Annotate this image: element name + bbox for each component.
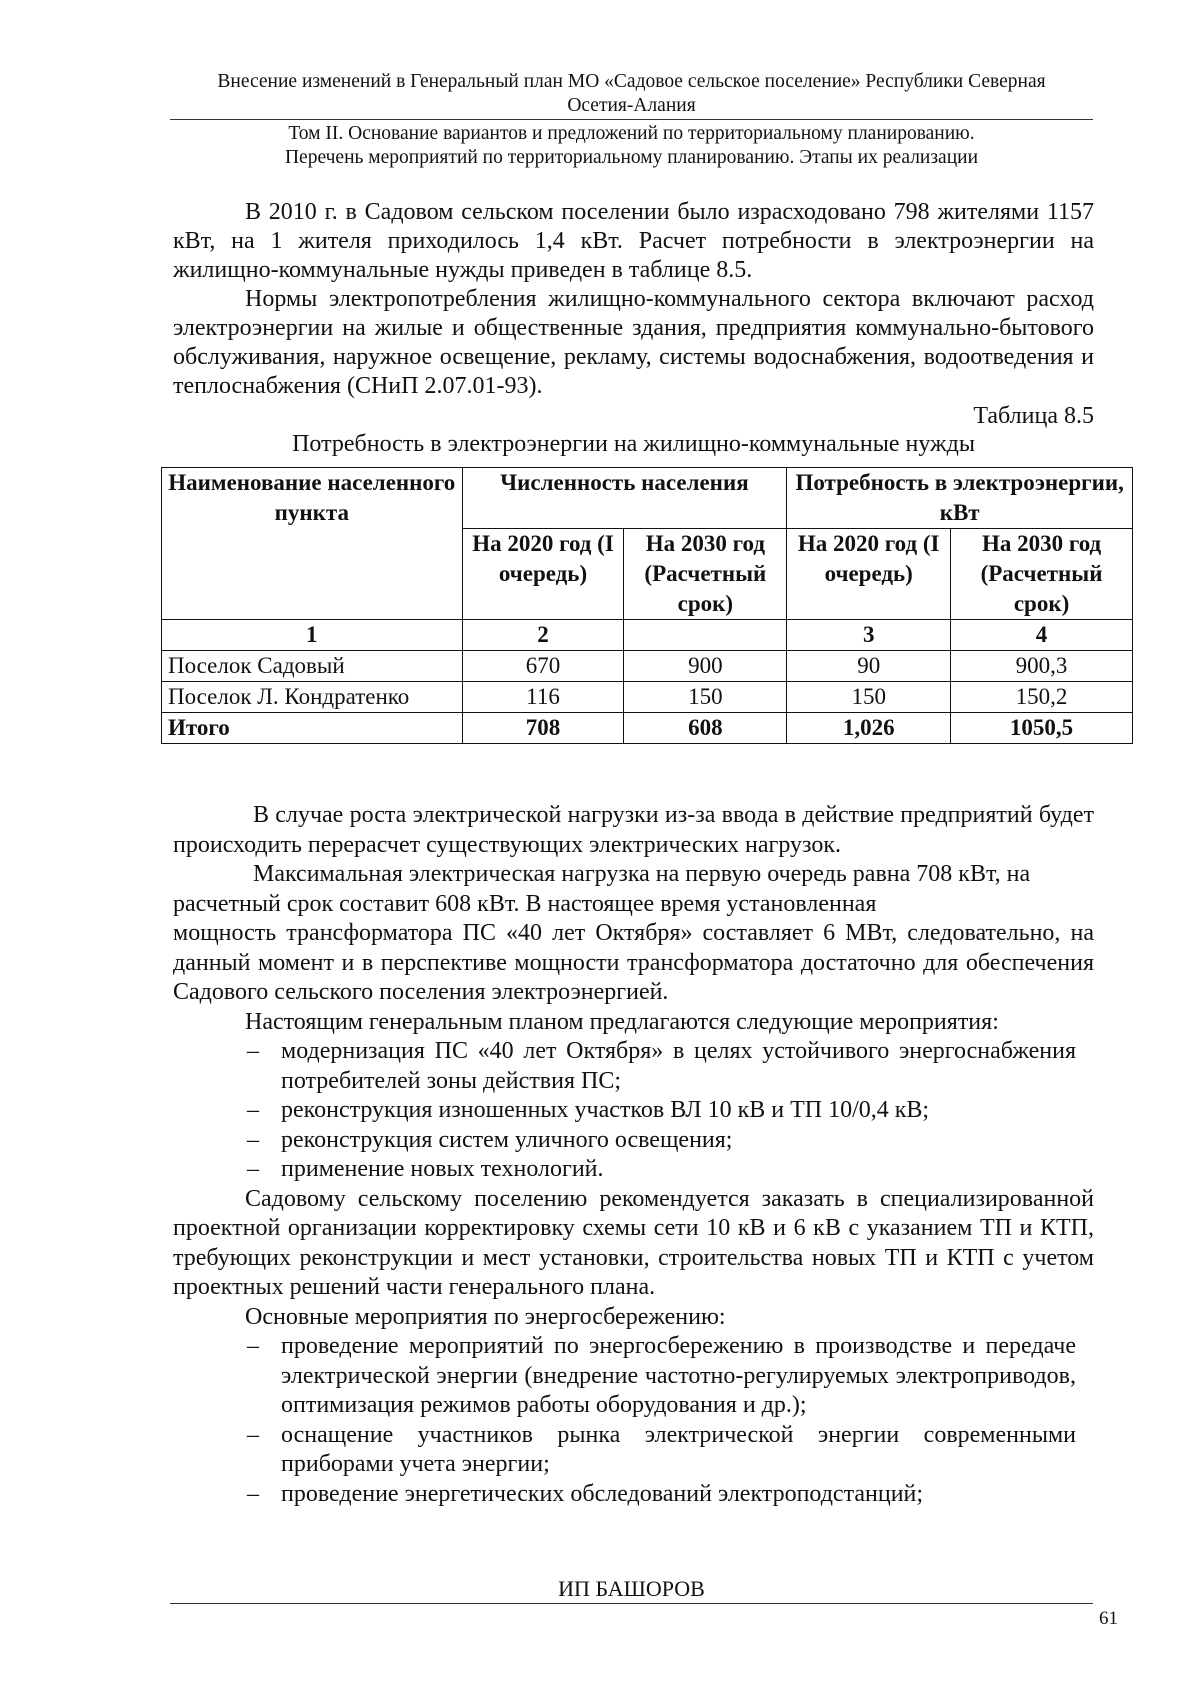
dash-bullet: –: [247, 1038, 259, 1064]
total-need-2020: 1,026: [787, 713, 951, 744]
table-header-row: [162, 468, 1133, 529]
total-label: Итого: [162, 713, 463, 744]
settlement-name: Поселок Садовый: [162, 651, 463, 682]
index-cell: [624, 620, 787, 651]
measure-text: применение новых технологий.: [281, 1156, 604, 1182]
running-header-title: [170, 70, 1093, 118]
index-cell: 4: [951, 620, 1133, 651]
col-need-2020: На 2020 год (I очередь): [787, 529, 951, 620]
header-line-1: Внесение изменений в Генеральный план МО «Садовое сельское поселение» Республики Северная: [217, 71, 1046, 92]
index-cell: 1: [162, 620, 463, 651]
header-line-3: Том II. Основание вариантов и предложений по территориальному планированию.: [288, 123, 975, 144]
index-cell: 2: [462, 620, 624, 651]
measures-text: [173, 801, 1094, 1509]
col-pop-2030: На 2030 год (Расчетный срок): [624, 529, 787, 620]
measures-list: [173, 1037, 1094, 1185]
measure-text: реконструкция систем уличного освещения;: [281, 1126, 733, 1153]
table-row: [162, 651, 1133, 682]
paragraph-measures-intro: Настоящим генеральным планом предлагаются следующие мероприятия:: [245, 1008, 999, 1035]
paragraph-norms: Нормы электропотребления жилищно-коммунального сектора включают расход электроэнергии на жилые и общественные здания, предприятия коммунально-бытового обслуживания, наружное освещение, рекламу, системы водоснабжения, водоотведения и теплоснабжения (СНиП 2.07.01-93).: [173, 286, 1094, 399]
running-header-volume: [170, 122, 1093, 170]
paragraph-load-growth: В случае роста электрической нагрузки из-за ввода в действие предприятий будет происходить перерасчет существующих электрических нагрузок.: [173, 802, 1094, 858]
population-2030: 900: [624, 651, 787, 682]
header-rule: [170, 119, 1093, 120]
table-caption: Потребность в электроэнергии на жилищно-коммунальные нужды: [292, 431, 975, 457]
dash-bullet: –: [247, 1333, 259, 1359]
paragraph-recommendation: Садовому сельскому поселению рекомендуется заказать в специализированной проектной организации корректировку схемы сети 10 кВ и 6 кВ с указанием ТП и КТП, требующих реконструкции и мест установки, строительства новых ТП и КТП с учетом проектных решений части генерального плана.: [173, 1185, 1094, 1300]
paragraph-consumption: В 2010 г. в Садовом сельском поселении было израсходовано 798 жителями 1157 кВт, на 1 жителя приходилось 1,4 кВт. Расчет потребности в электроэнергии на жилищно-коммунальные нужды приведен в таблице 8.5.: [173, 199, 1094, 283]
page-number: 61: [1099, 1608, 1118, 1629]
energy-saving-list: [173, 1332, 1094, 1509]
saving-text: проведение энергетических обследований электроподстанций;: [281, 1480, 924, 1507]
dash-bullet: –: [247, 1097, 259, 1123]
list-item: [173, 1480, 1094, 1510]
col-electricity-need: Потребность в электроэнергии, кВт: [787, 468, 1133, 529]
list-item: [173, 1037, 1094, 1096]
need-2020: 90: [787, 651, 951, 682]
list-item: [173, 1421, 1094, 1480]
need-2020: 150: [787, 682, 951, 713]
population-2030: 150: [624, 682, 787, 713]
table-total-row: [162, 713, 1133, 744]
table-index-row: [162, 620, 1133, 651]
dash-bullet: –: [247, 1126, 259, 1153]
measure-text: модернизация ПС «40 лет Октября» в целях устойчивого энергоснабжения потребителей зоны действия ПС;: [281, 1038, 1076, 1094]
total-population-2020: 708: [462, 713, 624, 744]
col-pop-2020: На 2020 год (I очередь): [462, 529, 624, 620]
table-row: [162, 682, 1133, 713]
footer-rule: [170, 1603, 1093, 1604]
intro-text: [173, 198, 1094, 456]
need-2030: 150,2: [951, 682, 1133, 713]
need-2030: 900,3: [951, 651, 1133, 682]
dash-bullet: –: [247, 1156, 259, 1182]
electricity-demand-table: [161, 467, 1133, 744]
saving-text: оснащение участников рынка электрической энергии современными приборами учета энергии;: [281, 1421, 1076, 1477]
measure-text: реконструкция изношенных участков ВЛ 10 кВ и ТП 10/0,4 кВ;: [281, 1097, 930, 1123]
list-item: [173, 1155, 1094, 1185]
header-line-2: Осетия-Алания: [567, 95, 696, 116]
settlement-name: Поселок Л. Кондратенко: [162, 682, 463, 713]
col-need-2030: На 2030 год (Расчетный срок): [951, 529, 1133, 620]
saving-text: проведение мероприятий по энергосбережению в производстве и передаче электрической энергии (внедрение частотно-регулируемых электроприводов, оптимизация режимов работы оборудования и др.);: [281, 1333, 1076, 1418]
footer-organization: ИП БАШОРОВ: [558, 1576, 705, 1601]
population-2020: 116: [462, 682, 624, 713]
list-item: [173, 1096, 1094, 1126]
dash-bullet: –: [247, 1480, 259, 1507]
population-2020: 670: [462, 651, 624, 682]
header-line-4: Перечень мероприятий по территориальному планированию. Этапы их реализации: [284, 147, 979, 168]
paragraph-transformer: мощность трансформатора ПС «40 лет Октября» составляет 6 МВт, следовательно, на данный момент и в перспективе мощности трансформатора достаточно для обеспечения Садового сельского поселения электроэнергией.: [173, 920, 1094, 1005]
table-number: Таблица 8.5: [973, 403, 1094, 429]
total-need-2030: 1050,5: [951, 713, 1133, 744]
paragraph-saving-intro: Основные мероприятия по энергосбережению:: [245, 1303, 726, 1330]
col-settlement-name: Наименование населенного пункта: [162, 468, 463, 620]
list-item: [173, 1126, 1094, 1156]
list-item: [173, 1332, 1094, 1421]
index-cell: 3: [787, 620, 951, 651]
paragraph-max-load: Максимальная электрическая нагрузка на первую очередь равна 708 кВт, на расчетный срок составит 608 кВт. В настоящее время установленная: [173, 861, 1031, 917]
col-population: Численность населения: [462, 468, 787, 529]
dash-bullet: –: [247, 1421, 259, 1448]
total-population-2030: 608: [624, 713, 787, 744]
